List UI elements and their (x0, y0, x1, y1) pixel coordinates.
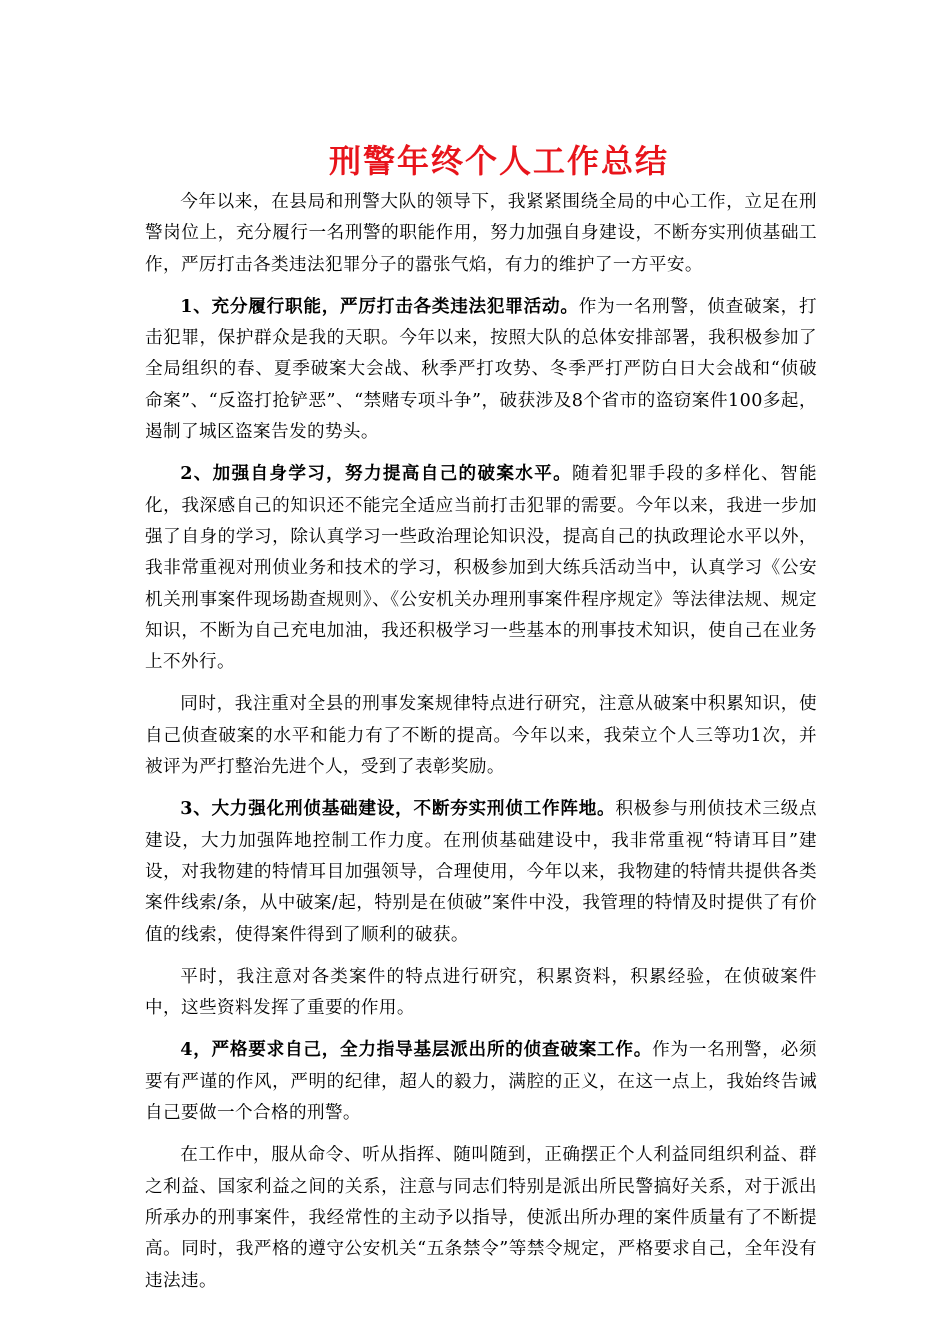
paragraph-text: 今年以来，在县局和刑警大队的领导下，我紧紧围绕全局的中心工作，立足在刑警岗位上，充分履行一名刑警的职能作用，努力加强自身建设，不断夯实刑侦基础工作，严厉打击各类违法犯罪分子的嚣张气焰，有力的维护了一方平安。 (145, 192, 817, 275)
paragraph-intro (145, 186, 817, 281)
paragraph-section-2 (145, 458, 817, 678)
document-page (145, 140, 817, 1307)
paragraph-text: 作为一名刑警，侦查破案，打击犯罪，保护群众是我的天职。今年以来，按照大队的总体安排部署，我积极参加了全局组织的春、夏季破案大会战、秋季严打攻势、冬季严打严防白日大会战和“侦破命案”、“反盗打抢铲恶”、“禁赌专项斗争”，破获涉及8个省市的盗窃案件100多起，遏制了城区盗案告发的势头。 (145, 296, 818, 443)
paragraph-section-2-cont (145, 688, 817, 783)
paragraph-lead: 4，严格要求自己，全力指导基层派出所的侦查破案工作。 (180, 1039, 653, 1061)
paragraph-lead: 2、加强自身学习，努力提高自己的破案水平。 (180, 463, 573, 485)
paragraph-text: 作为一名刑警，必须要有严谨的作风，严明的纪律，超人的毅力，满腔的正义，在这一点上，我始终告诫自己要做一个合格的刑警。 (145, 1040, 817, 1124)
paragraph-section-1 (145, 291, 817, 448)
paragraph-section-3 (145, 793, 817, 950)
paragraph-section-4 (145, 1034, 817, 1129)
paragraph-text: 随着犯罪手段的多样化、智能化，我深感自己的知识还不能完全适应当前打击犯罪的需要。今年以来，我进一步加强了自身的学习，除认真学习一些政治理论知识没，提高自己的执政理论水平以外，我非常重视对刑侦业务和技术的学习，积极参加到大练兵活动当中，认真学习《公安机关刑事案件现场勘查规则》、《公安机关办理刑事案件程序规定》等法律法规、规定知识，不断为自己充电加油，我还积极学习一些基本的刑事技术知识，使自己在业务上不外行。 (145, 464, 817, 673)
paragraph-text: 同时，我注重对全县的刑事发案规律特点进行研究，注意从破案中积累知识，使自己侦查破案的水平和能力有了不断的提高。今年以来，我荣立个人三等功1次，并被评为严打整治先进个人，受到了表彰奖励。 (145, 694, 817, 778)
paragraph-lead: 1、充分履行职能，严厉打击各类违法犯罪活动。 (180, 295, 579, 317)
paragraph-text: 积极参与刑侦技术三级点建设，大力加强阵地控制工作力度。在刑侦基础建设中，我非常重视“特请耳目”建设，对我物建的特情耳目加强领导，合理使用，今年以来，我物建的特情共提供各类案件线索/条，从中破案/起，特别是在侦破”案件中没，我管理的特情及时提供了有价值的线索，使得案件得到了顺利的破获。 (145, 799, 817, 945)
paragraph-text: 在工作中，服从命令、听从指挥、随叫随到，正确摆正个人利益同组织利益、群之利益、国家利益之间的关系，注意与同志们特别是派出所民警搞好关系，对于派出所承办的刑事案件，我经常性的主动予以指导，使派出所办理的案件质量有了不断提高。同时，我严格的遵守公安机关“五条禁令”等禁令规定，严格要求自己，全年没有违法违。 (145, 1145, 817, 1291)
paragraph-section-3-cont (145, 961, 817, 1025)
paragraph-section-4-cont (145, 1139, 817, 1296)
paragraph-lead: 3、大力强化刑侦基础建设，不断夯实刑侦工作阵地。 (180, 798, 616, 820)
document-title: 刑警年终个人工作总结 (328, 142, 669, 180)
paragraph-text: 平时，我注意对各类案件的特点进行研究，积累资料，积累经验，在侦破案件中，这些资料发挥了重要的作用。 (145, 966, 817, 1019)
